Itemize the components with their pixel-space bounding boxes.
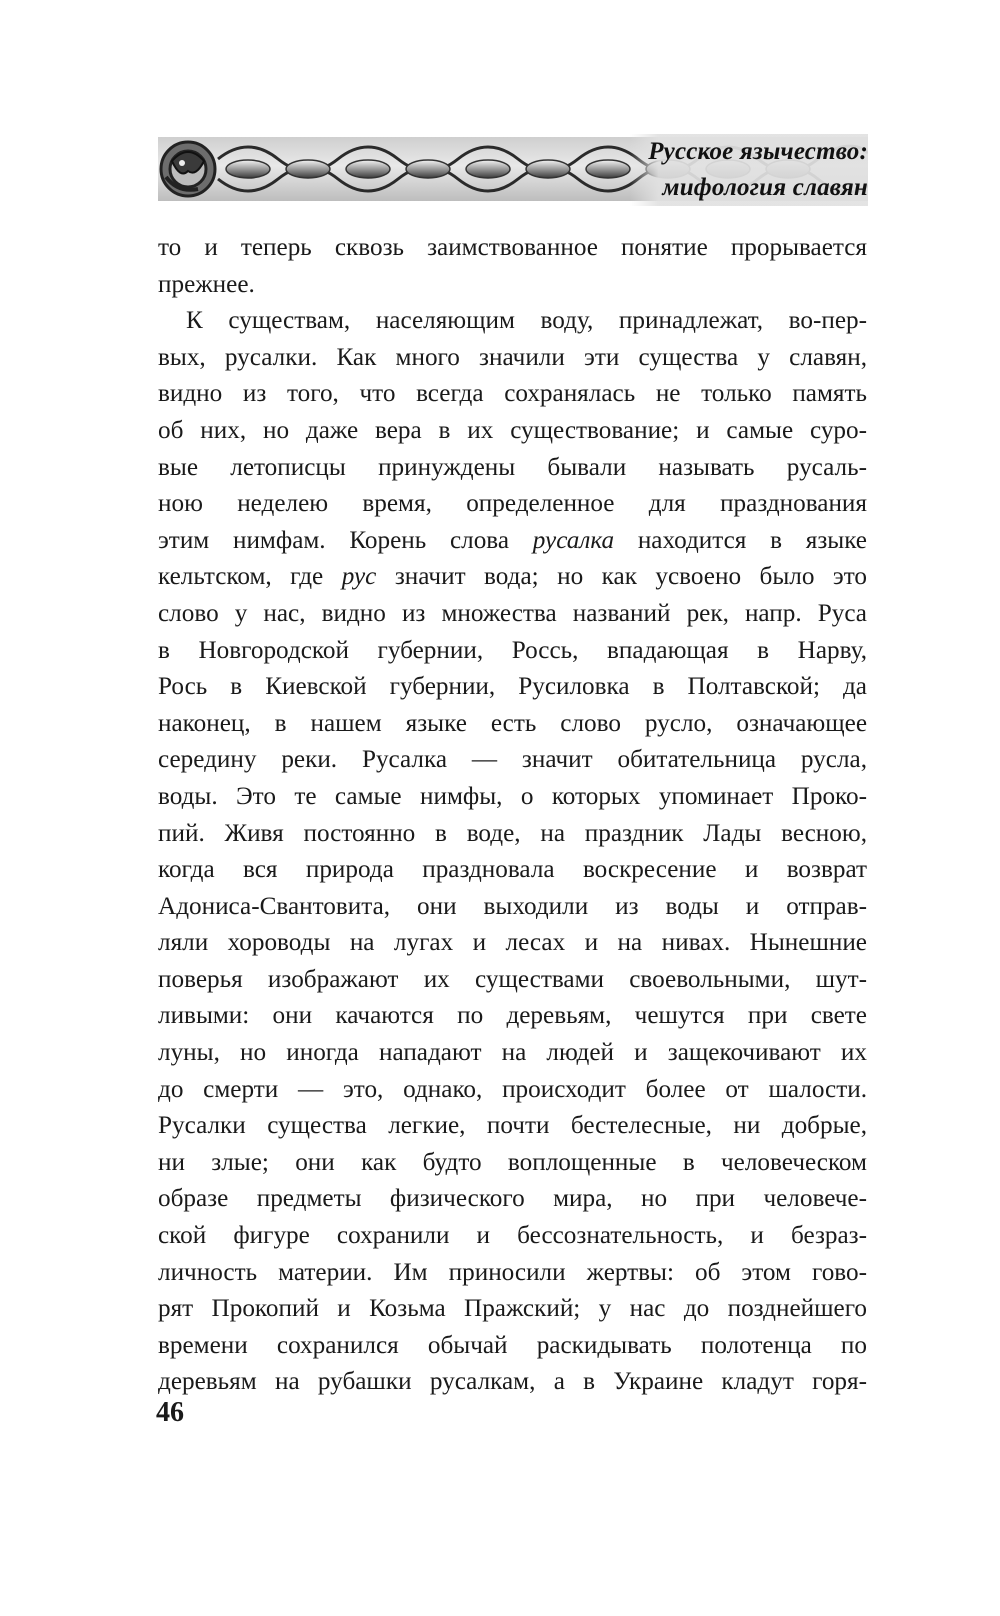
text-line: об них, но даже вера в их существование; и самые суро- [158,416,867,444]
body-text [158,230,867,1401]
text-line: вые летописцы принуждены бывали называть русаль- [158,453,867,481]
text-line: времени сохранился обычай раскидывать полотенца по [158,1331,867,1359]
text-line: ною неделею время, определенное для празднования [158,490,867,518]
text-line: то и теперь сквозь заимствованное понятие прорывается [158,234,867,261]
text-line: кельтском, где рус значит вода; но как усвоено было это [158,563,867,591]
text-line: ской фигуре сохранили и бессознательность, и безраз- [158,1222,867,1250]
text-line: прежнее. [158,270,255,298]
text-line: в Новгородской губернии, Россь, впадающая в Нарву, [158,636,867,664]
text-line: образе предметы физического мира, но при человече- [158,1185,867,1213]
text-line: наконец, в нашем языке есть слово русло, означающее [158,709,867,737]
text-line: ливыми: они качаются по деревьям, чешутся при свете [158,1002,867,1030]
text-line: Русалки существа легкие, почти бестелесные, ни добрые, [158,1112,867,1140]
text-line: слово у нас, видно из множества названий рек, напр. Руса [158,599,867,627]
text-line: Адониса-Свантовита, они выходили из воды и отправ- [158,892,867,920]
running-title-line-1: Русское язычество: [630,134,868,170]
text-line: вых, русалки. Как много значили эти существа у славян, [158,343,867,371]
running-title [630,134,868,206]
text-line: ни злые; они как будто воплощенные в человеческом [158,1148,867,1176]
text-line: рят Прокопий и Козьма Пражский; у нас до позднейшего [158,1295,867,1323]
text-line: луны, но иногда нападают на людей и защекочивают их [158,1039,867,1067]
text-line: ляли хороводы на лугах и лесах и на нивах. Нынешние [158,929,867,957]
text-line: когда вся природа праздновала воскресение и возврат [158,856,867,884]
text-line: поверья изображают их существами своевольными, шут- [158,965,867,993]
text-line: деревьям на рубашки русалкам, а в Украине кладут горя- [158,1368,867,1396]
text-line: середину реки. Русалка — значит обитательница русла, [158,746,867,774]
text-line: К существам, населяющим воду, принадлежат, во-пер- [186,307,867,335]
text-line: видно из того, что всегда сохранялась не только память [158,380,867,408]
text-line: воды. Это те самые нимфы, о которых упоминает Проко- [158,782,867,810]
text-line: до смерти — это, однако, происходит более от шалости. [158,1075,867,1103]
text-line: личность материи. Им приносили жертвы: об этом гово- [158,1258,867,1286]
text-line: этим нимфам. Корень слова русалка находится в языке [158,526,867,554]
page-number: 46 [156,1397,184,1428]
text-line: пий. Живя постоянно в воде, на праздник Лады весною, [158,819,867,847]
text-line: Рось в Киевской губернии, Русиловка в Полтавской; да [158,673,867,701]
running-title-line-2: мифология славян [630,170,868,206]
